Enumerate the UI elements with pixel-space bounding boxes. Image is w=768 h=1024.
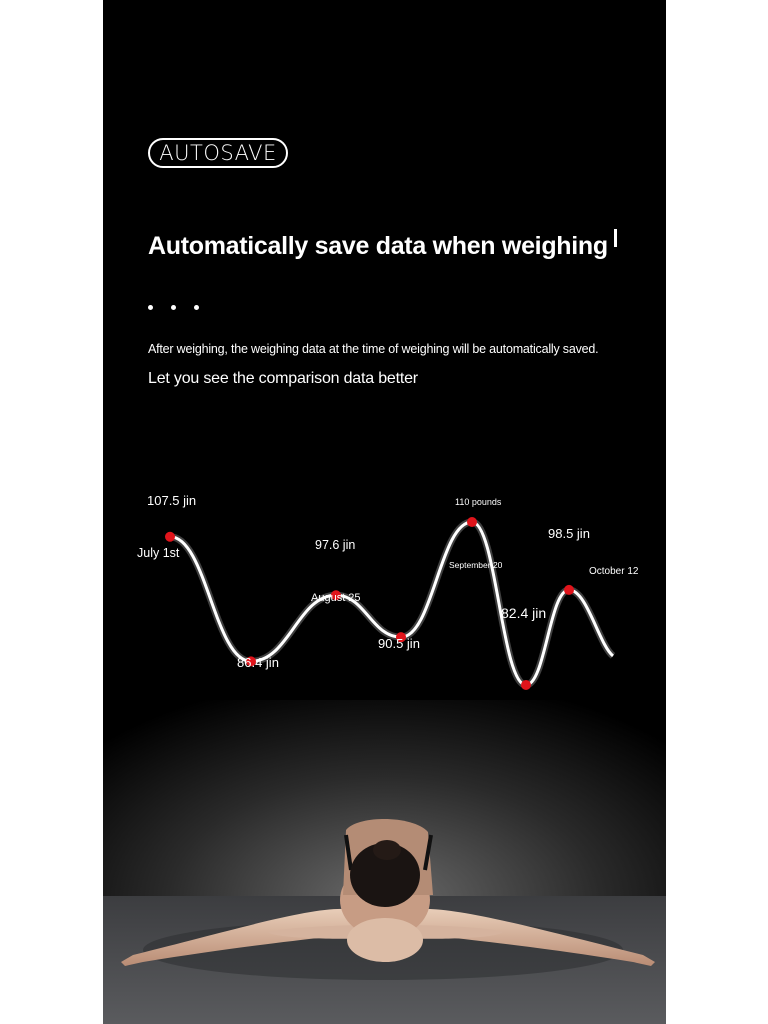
data-point xyxy=(521,680,531,690)
value-label: 86.4 jin xyxy=(237,655,279,670)
value-label: 90.5 jin xyxy=(378,636,420,651)
page-title: Automatically save data when weighing xyxy=(148,232,608,260)
weight-chart xyxy=(103,0,666,740)
autosave-badge: AUTOSAVE xyxy=(148,138,288,168)
value-label: 82.4 jin xyxy=(501,605,547,621)
value-label: 97.6 jin xyxy=(315,538,356,552)
description-line-1: After weighing, the weighing data at the time of weighing will be automatically saved. xyxy=(148,342,599,356)
date-label: September 20 xyxy=(449,560,503,570)
value-label: 110 pounds xyxy=(455,497,502,507)
data-point xyxy=(467,517,477,527)
date-label: July 1st xyxy=(137,546,180,560)
value-label: 107.5 jin xyxy=(147,493,197,508)
poster xyxy=(103,0,666,1024)
date-label: October 12 xyxy=(589,566,639,577)
data-point xyxy=(564,585,574,595)
data-point xyxy=(165,532,175,542)
value-label: 98.5 jin xyxy=(548,526,590,541)
date-label: August 25 xyxy=(311,592,361,604)
yoga-pose-photo xyxy=(103,700,666,1024)
description-line-2: Let you see the comparison data better xyxy=(148,370,418,387)
